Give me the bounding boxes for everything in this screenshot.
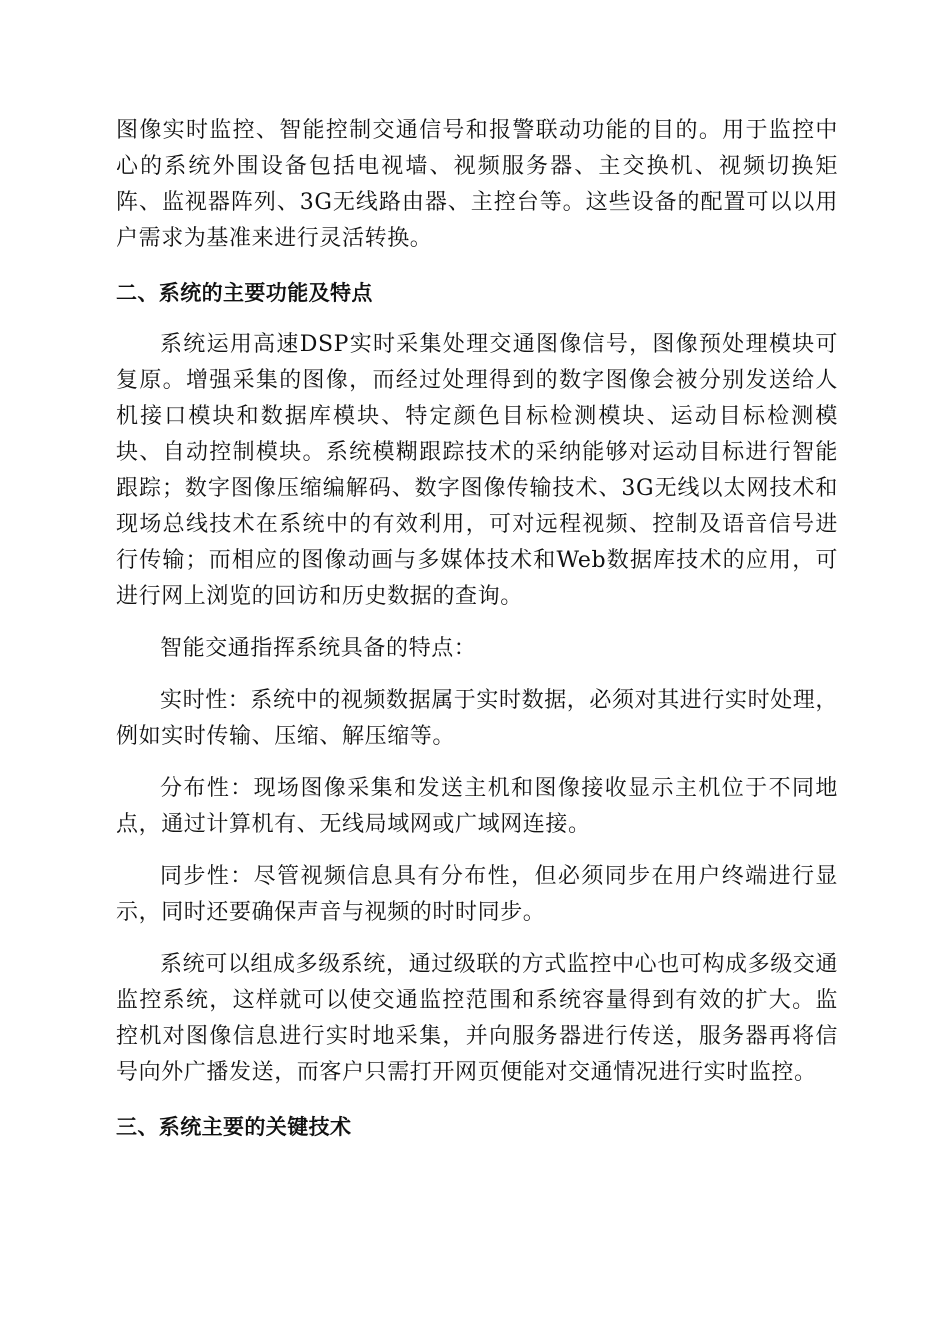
- section-heading-functions: 二、系统的主要功能及特点: [116, 281, 373, 305]
- paragraph-system-functions: 系统运用高速DSP实时采集处理交通图像信号，图像预处理模块可复原。增强采集的图像，而经过处理得到的数字图像会被分别发送给人机接口模块和数据库模块、特定颜色目标检测模块、运动目标检测模块、自动控制模块。系统模糊跟踪技术的采纳能够对运动目标进行智能跟踪；数字图像压缩编解码、数字图像传输技术、3G无线以太网技术和现场总线技术在系统中的有效利用，可对远程视频、控制及语音信号进行传输；而相应的图像动画与多媒体技术和Web数据库技术的应用，可进行网上浏览的回访和历史数据的查询。: [116, 332, 838, 609]
- paragraph-synchronization: 同步性：尽管视频信息具有分布性，但必须同步在用户终端进行显示，同时还要确保声音与视频的时时同步。: [116, 864, 838, 925]
- section-heading-key-technologies: 三、系统主要的关键技术: [116, 1115, 352, 1139]
- paragraph-features-intro: 智能交通指挥系统具备的特点：: [160, 636, 477, 661]
- document-page: [116, 113, 838, 1161]
- paragraph-realtime: 实时性：系统中的视频数据属于实时数据，必须对其进行实时处理，例如实时传输、压缩、解压缩等。: [116, 688, 839, 749]
- paragraph-peripheral-devices: 图像实时监控、智能控制交通信号和报警联动功能的目的。用于监控中心的系统外围设备包括电视墙、视频服务器、主交换机、视频切换矩阵、监视器阵列、3G无线路由器、主控台等。这些设备的配置可以以用户需求为基准来进行灵活转换。: [116, 118, 838, 251]
- paragraph-multilevel-system: 系统可以组成多级系统，通过级联的方式监控中心也可构成多级交通监控系统，这样就可以使交通监控范围和系统容量得到有效的扩大。监控机对图像信息进行实时地采集，并向服务器进行传送，服务器再将信号向外广播发送，而客户只需打开网页便能对交通情况进行实时监控。: [116, 952, 839, 1085]
- paragraph-distribution: 分布性：现场图像采集和发送主机和图像接收显示主机位于不同地点，通过计算机有、无线局域网或广域网连接。: [116, 776, 838, 837]
